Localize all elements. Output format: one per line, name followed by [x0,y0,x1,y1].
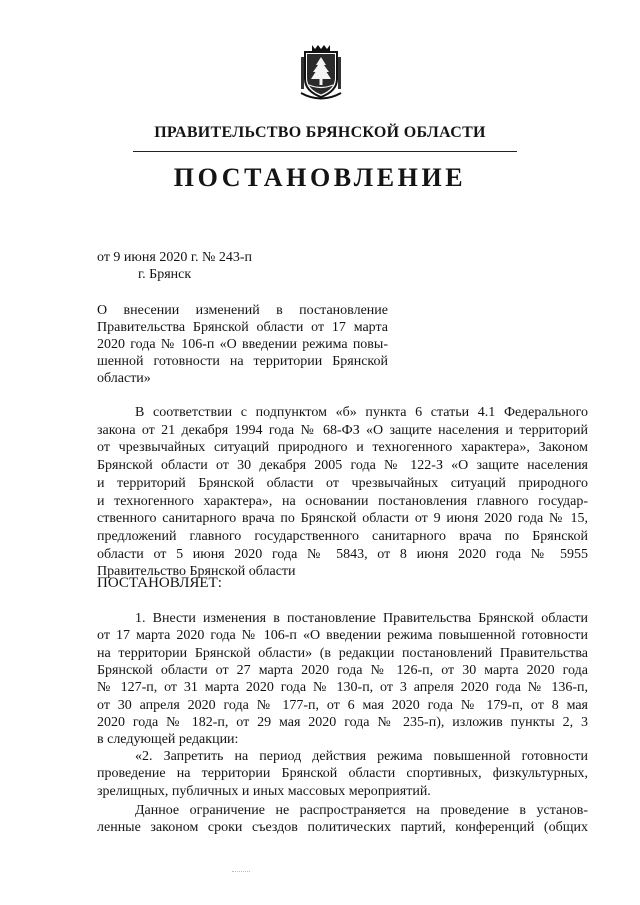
preamble-line: и техногенного характера», на основании постановления главного государ- [97,493,588,509]
preamble-line: Правительство Брянской области [97,564,296,580]
date-number: от 9 июня 2020 г. № 243-п [97,250,252,265]
preamble-line: предложений главного государственного санитарного врача по Брянской [97,528,588,544]
government-name: ПРАВИТЕЛЬСТВО БРЯНСКОЙ ОБЛАСТИ [154,124,486,141]
item3-line: ленные законом сроки съездов политических партий, конференций (общих [97,820,588,836]
item1-line: № 127-п, от 31 марта 2020 года № 130-п, от 3 апреля 2020 года № 136-п, [97,680,588,696]
preamble-line: ственного санитарного врача по Брянской области от 9 июня 2020 года № 15, [97,511,588,527]
item2-line: проведение на территории Брянской области спортивных, физкультурных, [97,766,588,782]
item3-line: Данное ограничение не распространяется на проведение в установ- [135,803,588,818]
item1-line: 2020 года № 182-п, от 29 мая 2020 года № 235-п), изложив пункты 2, 3 [97,714,588,730]
document-type: ПОСТАНОВЛЕНИЕ [173,163,467,192]
preamble-line: Брянской области от 30 декабря 2005 года № 122-З «О защите населения [97,458,588,474]
item1-line: 1. Внести изменения в постановление Правительства Брянской области [135,611,588,626]
item1-line: от 30 апреля 2020 года № 177-п, от 6 мая 2020 года № 179-п, от 8 мая [97,697,588,713]
title-block-line: 2020 года № 106-п «О введении режима повы- [97,337,388,352]
preamble-line: закона от 21 декабря 1994 года № 68-ФЗ «О защите населения и территорий [97,422,588,438]
title-block-line: области» [97,371,151,386]
coat-of-arms-icon [299,43,343,103]
item1-line: Брянской области от 27 марта 2020 года № 126-п, от 30 марта 2020 года [97,662,588,678]
preamble-line: и территорий Брянской области от чрезвычайных ситуаций природного [97,475,588,491]
title-block-line: О внесении изменений в постановление [97,303,388,318]
title-block-line: шенной готовности на территории Брянской [97,354,388,369]
resolves-word: ПОСТАНОВЛЯЕТ: [97,575,222,591]
item1-line: на территории Брянской области» (в редакции постановлений Правительства [97,645,588,661]
title-block-line: Правительства Брянской области от 17 марта [97,320,388,335]
preamble-line: В соответствии с подпунктом «б» пункта 6 статьи 4.1 Федерального [135,405,588,420]
item2-line: «2. Запретить на период действия режима повышенной готовности [135,749,588,764]
header-rule [133,151,517,152]
preamble-line: области от 5 июня 2020 года № 5843, от 8 июня 2020 года № 5955 [97,546,588,562]
item1-line: от 17 марта 2020 года № 106-п «О введении режима повышенной готовности [97,628,588,644]
city: г. Брянск [138,267,192,282]
item2-line: зрелищных, публичных и иных массовых мероприятий. [97,783,431,799]
faint-mark [232,871,250,880]
preamble-line: от чрезвычайных ситуаций природного и техногенного характера», Законом [97,440,588,456]
item1-line: в следующей редакции: [97,732,239,748]
